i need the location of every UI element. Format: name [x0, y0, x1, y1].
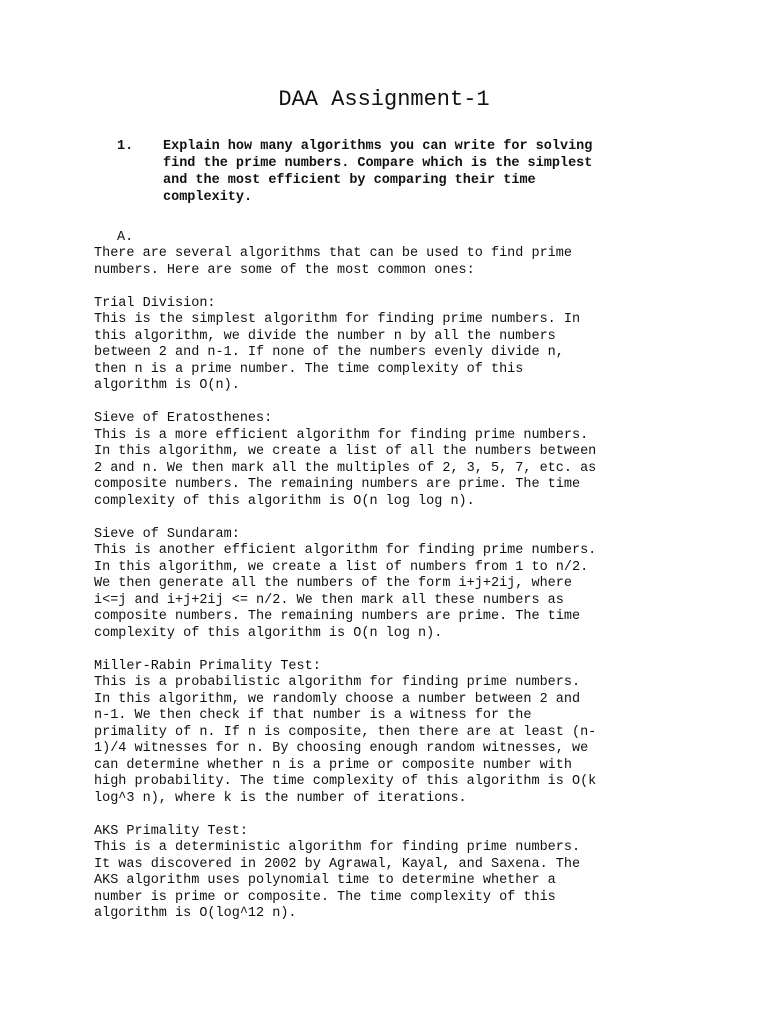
- section-line: complexity of this algorithm is O(n log n).: [94, 625, 443, 641]
- section-line: This is the simplest algorithm for finding prime numbers. In: [94, 312, 581, 327]
- section-line: composite numbers. The remaining numbers are prime. The time: [94, 609, 581, 624]
- section-line: high probability. The time complexity of this algorithm is O(k: [94, 774, 597, 789]
- section-line: then n is a prime number. The time complexity of this: [94, 361, 524, 377]
- section-line: complexity of this algorithm is O(n log log n).: [94, 493, 475, 509]
- intro-line: There are several algorithms that can be used to find prime: [94, 246, 572, 261]
- section-line: this algorithm, we divide the number n by all the numbers: [94, 328, 556, 344]
- section-line: This is another efficient algorithm for finding prime numbers.: [94, 543, 597, 558]
- intro-line: numbers. Here are some of the most common ones:: [94, 262, 475, 278]
- section-line: We then generate all the numbers of the form i+j+2ij, where: [94, 576, 572, 591]
- question-number: 1.: [117, 139, 134, 154]
- section-line: In this algorithm, we create a list of all the numbers between: [94, 444, 597, 459]
- section-line: algorithm is O(n).: [94, 378, 240, 393]
- section-line: between 2 and n-1. If none of the numbers evenly divide n,: [94, 345, 564, 360]
- section-line: This is a deterministic algorithm for finding prime numbers.: [94, 840, 581, 855]
- section-line: primality of n. If n is composite, then there are at least (n-: [94, 724, 597, 740]
- question-line: complexity.: [163, 190, 253, 205]
- section-line: It was discovered in 2002 by Agrawal, Kayal, and Saxena. The: [94, 856, 581, 872]
- section-line: AKS algorithm uses polynomial time to determine whether a: [94, 873, 556, 888]
- answer-marker: A.: [117, 230, 134, 245]
- section-line: This is a probabilistic algorithm for finding prime numbers.: [94, 675, 581, 690]
- section-heading: Trial Division:: [94, 295, 216, 311]
- section-line: composite numbers. The remaining numbers are prime. The time: [94, 477, 581, 492]
- question-text: [163, 138, 683, 206]
- answer-body: [94, 246, 694, 923]
- section-line: In this algorithm, we create a list of numbers from 1 to n/2.: [94, 559, 589, 575]
- section-line: number is prime or composite. The time complexity of this: [94, 889, 556, 905]
- section-line: In this algorithm, we randomly choose a number between 2 and: [94, 691, 581, 707]
- question-line: find the prime numbers. Compare which is the simplest: [163, 156, 593, 171]
- section-line: log^3 n), where k is the number of iterations.: [94, 790, 467, 806]
- section-heading: Sieve of Sundaram:: [94, 526, 240, 542]
- section-line: This is a more efficient algorithm for finding prime numbers.: [94, 427, 589, 443]
- section-heading: Miller-Rabin Primality Test:: [94, 658, 321, 674]
- section-line: 1)/4 witnesses for n. By choosing enough random witnesses, we: [94, 741, 589, 756]
- section-line: algorithm is O(log^12 n).: [94, 906, 297, 921]
- question-line: and the most efficient by comparing their time: [163, 173, 536, 188]
- question-line: Explain how many algorithms you can write for solving: [163, 139, 593, 154]
- section-line: i<=j and i+j+2ij <= n/2. We then mark all these numbers as: [94, 592, 564, 608]
- section-heading: Sieve of Eratosthenes:: [94, 411, 273, 426]
- section-line: n-1. We then check if that number is a witness for the: [94, 708, 532, 723]
- section-line: 2 and n. We then mark all the multiples of 2, 3, 5, 7, etc. as: [94, 460, 597, 476]
- document-title: DAA Assignment-1: [278, 87, 490, 112]
- section-heading: AKS Primality Test:: [94, 823, 248, 839]
- section-line: can determine whether n is a prime or composite number with: [94, 757, 572, 773]
